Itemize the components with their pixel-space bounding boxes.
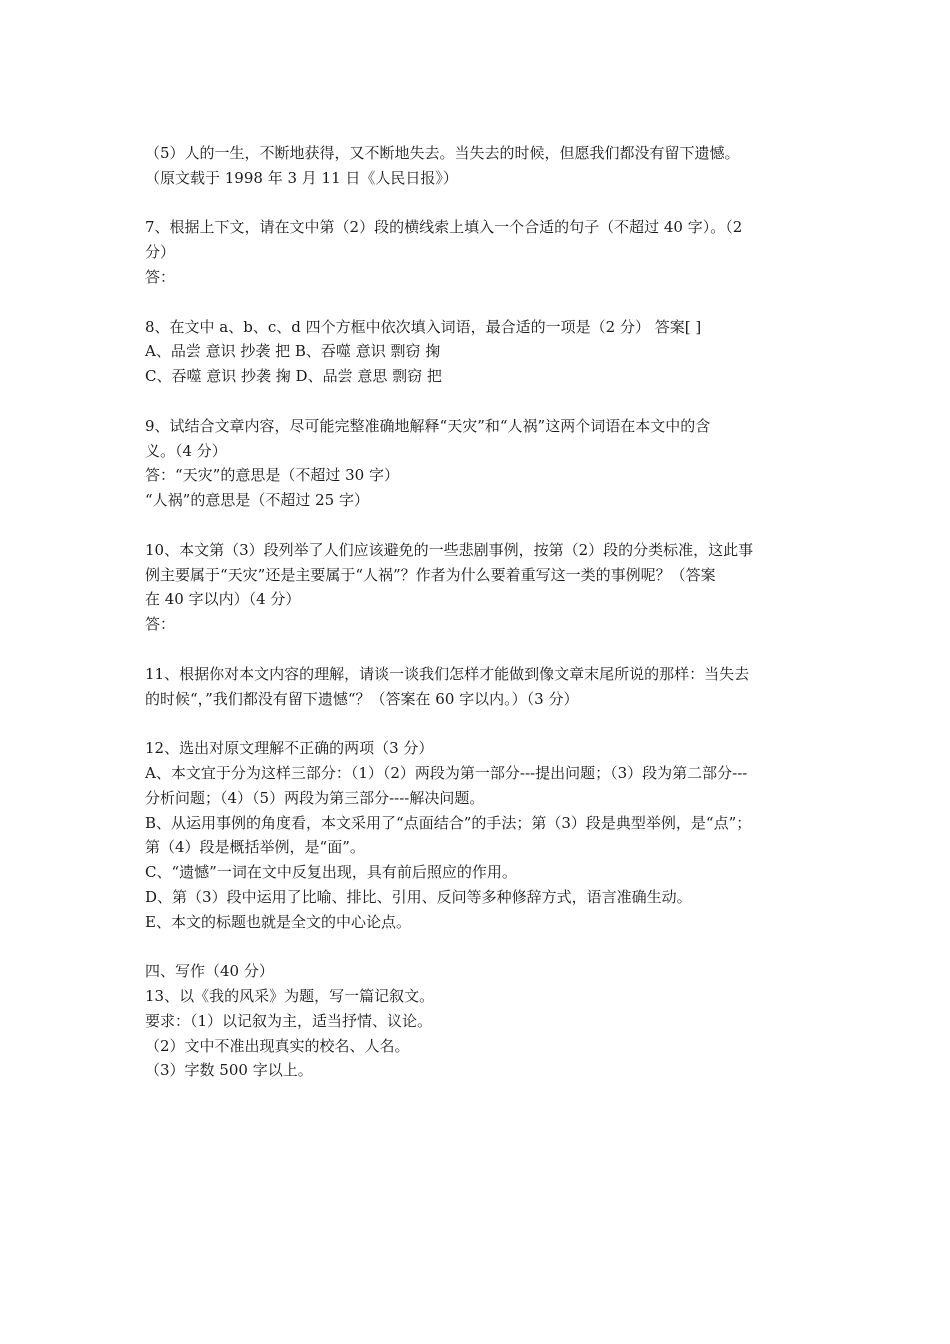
section-4-heading: 四、写作（40 分） — [145, 962, 274, 981]
document-page — [145, 141, 810, 1083]
paragraph-5 — [145, 141, 810, 191]
question-12-option-c: C、“遗憾”一词在文中反复出现，具有前后照应的作用。 — [145, 863, 517, 882]
question-11 — [145, 662, 810, 712]
question-7-answer-label: 答： — [145, 267, 176, 286]
question-13-text: 13、以《我的风采》为题，写一篇记叙文。 — [145, 987, 435, 1006]
spacer — [145, 191, 810, 216]
source-citation: （原文载于 1998 年 3 月 11 日《人民日报》） — [145, 168, 458, 187]
section-4-writing — [145, 959, 810, 1083]
question-12-option-a-cont: 分析问题；（4）（5）两段为第三部分----解决问题。 — [145, 788, 485, 807]
question-9 — [145, 414, 810, 513]
question-10-answer-label: 答： — [145, 615, 176, 634]
question-9-text-cont: 义。（4 分） — [145, 441, 227, 460]
spacer — [145, 711, 810, 736]
question-11-text-cont: 的时候“，”我们都没有留下遗憾“？（答案在 60 字以内。）（3 分） — [145, 689, 579, 708]
spacer — [145, 290, 810, 315]
question-12-option-e: E、本文的标题也就是全文的中心论点。 — [145, 912, 411, 931]
spacer — [145, 637, 810, 662]
question-12-text: 12、选出对原文理解不正确的两项（3 分） — [145, 739, 434, 758]
spacer — [145, 935, 810, 960]
question-7 — [145, 215, 810, 289]
paragraph-5-text: （5）人的一生，不断地获得，又不断地失去。当失去的时候，但愿我们都没有留下遗憾。 — [145, 144, 740, 162]
question-8-options-ab: A、品尝 意识 抄袭 把 B、吞噬 意识 剽窃 掬 — [145, 342, 441, 361]
spacer — [145, 389, 810, 414]
question-9-answer-2: “人祸”的意思是（不超过 25 字） — [145, 491, 369, 510]
question-12 — [145, 736, 810, 934]
question-10-text-cont-2: 在 40 字以内）（4 分） — [145, 590, 301, 609]
question-12-option-d: D、第（3）段中运用了比喻、排比、引用、反问等多种修辞方式，语言准确生动。 — [145, 887, 692, 906]
question-7-text: 7、根据上下文，请在文中第（2）段的横线索上填入一个合适的句子（不超过 40 字）。（2 — [145, 218, 743, 237]
question-12-option-a: A、本文宜于分为这样三部分：（1）（2）两段为第一部分---提出问题；（3）段为第二部分--- — [145, 763, 748, 782]
requirement-1: 要求：（1）以记叙为主，适当抒情、议论。 — [145, 1011, 433, 1030]
question-10-text-cont: 例主要属于“天灾”还是主要属于“人祸”？作者为什么要着重写这一类的事例呢？（答案 — [145, 565, 716, 584]
spacer — [145, 513, 810, 538]
requirement-2: （2）文中不准出现真实的校名、人名。 — [145, 1036, 410, 1055]
question-9-text: 9、试结合文章内容，尽可能完整准确地解释“天灾”和“人祸”这两个词语在本文中的含 — [145, 416, 711, 435]
question-8-options-cd: C、吞噬 意识 抄袭 掬 D、品尝 意思 剽窃 把 — [145, 367, 442, 386]
question-10-text: 10、本文第（3）段列举了人们应该避免的一些悲剧事例，按第（2）段的分类标准，这此事 — [145, 540, 754, 559]
question-7-text-cont: 分） — [145, 243, 176, 262]
requirement-3: （3）字数 500 字以上。 — [145, 1061, 313, 1080]
question-10 — [145, 538, 810, 637]
question-12-option-b: B、从运用事例的角度看，本文采用了“点面结合”的手法；第（3）段是典型举例，是“点”； — [145, 813, 752, 832]
question-11-text: 11、根据你对本文内容的理解，请谈一谈我们怎样才能做到像文章末尾所说的那样：当失去 — [145, 664, 750, 683]
question-9-answer-1: 答：“天灾”的意思是（不超过 30 字） — [145, 466, 399, 485]
question-12-option-b-cont: 第（4）段是概括举例，是“面”。 — [145, 838, 365, 857]
question-8 — [145, 315, 810, 389]
question-8-text: 8、在文中 a、b、c、d 四个方框中依次填入词语，最合适的一项是（2 分） 答案[ ] — [145, 317, 702, 336]
